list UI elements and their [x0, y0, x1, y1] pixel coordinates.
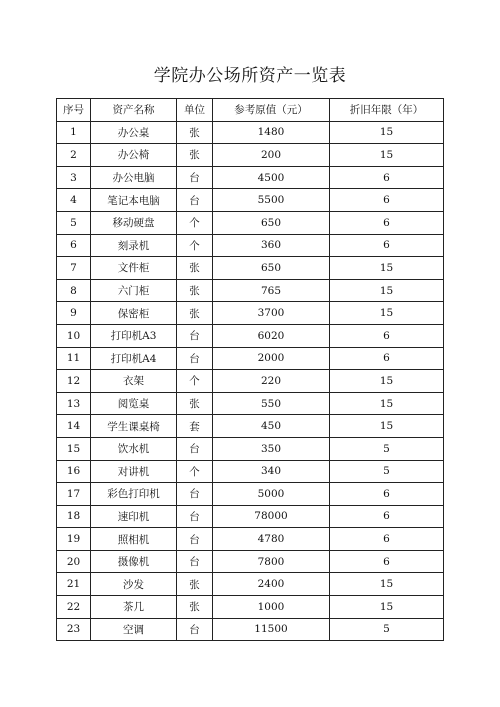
- cell-unit: 台: [177, 166, 213, 189]
- table-row: [57, 596, 444, 619]
- cell-unit: 个: [177, 234, 213, 257]
- cell-depreciation-years: 6: [330, 483, 444, 506]
- cell-unit: 张: [177, 392, 213, 415]
- table-row: [57, 618, 444, 641]
- cell-asset-name: 对讲机: [91, 460, 177, 483]
- cell-asset-name: 衣架: [91, 370, 177, 393]
- cell-reference-value: 2400: [213, 573, 330, 596]
- asset-table: [56, 98, 444, 641]
- table-row: [57, 460, 444, 483]
- cell-depreciation-years: 15: [330, 302, 444, 325]
- cell-serial-no: 21: [57, 573, 91, 596]
- cell-asset-name: 笔记本电脑: [91, 189, 177, 212]
- cell-reference-value: 200: [213, 144, 330, 167]
- cell-reference-value: 360: [213, 234, 330, 257]
- cell-serial-no: 1: [57, 121, 91, 144]
- cell-serial-no: 16: [57, 460, 91, 483]
- cell-reference-value: 5000: [213, 483, 330, 506]
- cell-reference-value: 4780: [213, 528, 330, 551]
- table-row: [57, 211, 444, 234]
- cell-unit: 张: [177, 573, 213, 596]
- cell-reference-value: 11500: [213, 618, 330, 641]
- header-depreciation-years: 折旧年限（年）: [330, 99, 444, 122]
- cell-asset-name: 办公电脑: [91, 166, 177, 189]
- table-row: [57, 302, 444, 325]
- cell-asset-name: 沙发: [91, 573, 177, 596]
- cell-asset-name: 六门柜: [91, 279, 177, 302]
- cell-asset-name: 彩色打印机: [91, 483, 177, 506]
- cell-serial-no: 23: [57, 618, 91, 641]
- table-row: [57, 234, 444, 257]
- cell-reference-value: 1000: [213, 596, 330, 619]
- cell-asset-name: 茶几: [91, 596, 177, 619]
- table-row: [57, 121, 444, 144]
- cell-reference-value: 3700: [213, 302, 330, 325]
- cell-asset-name: 保密柜: [91, 302, 177, 325]
- cell-serial-no: 15: [57, 437, 91, 460]
- cell-depreciation-years: 15: [330, 596, 444, 619]
- cell-serial-no: 7: [57, 257, 91, 280]
- cell-asset-name: 移动硬盘: [91, 211, 177, 234]
- cell-unit: 台: [177, 528, 213, 551]
- table-row: [57, 483, 444, 506]
- cell-depreciation-years: 15: [330, 257, 444, 280]
- cell-depreciation-years: 15: [330, 370, 444, 393]
- cell-reference-value: 350: [213, 437, 330, 460]
- cell-serial-no: 8: [57, 279, 91, 302]
- cell-unit: 个: [177, 370, 213, 393]
- header-unit: 单位: [177, 99, 213, 122]
- cell-reference-value: 1480: [213, 121, 330, 144]
- cell-asset-name: 空调: [91, 618, 177, 641]
- cell-asset-name: 办公椅: [91, 144, 177, 167]
- cell-reference-value: 5500: [213, 189, 330, 212]
- cell-serial-no: 6: [57, 234, 91, 257]
- cell-unit: 台: [177, 347, 213, 370]
- header-reference-value: 参考原值（元）: [213, 99, 330, 122]
- cell-serial-no: 17: [57, 483, 91, 506]
- table-row: [57, 528, 444, 551]
- cell-depreciation-years: 6: [330, 528, 444, 551]
- table-row: [57, 437, 444, 460]
- table-body: [57, 121, 444, 641]
- cell-serial-no: 12: [57, 370, 91, 393]
- cell-serial-no: 18: [57, 505, 91, 528]
- cell-unit: 台: [177, 324, 213, 347]
- cell-serial-no: 4: [57, 189, 91, 212]
- cell-depreciation-years: 15: [330, 121, 444, 144]
- cell-reference-value: 6020: [213, 324, 330, 347]
- page-title: 学院办公场所资产一览表: [153, 66, 347, 86]
- cell-depreciation-years: 6: [330, 234, 444, 257]
- cell-serial-no: 11: [57, 347, 91, 370]
- cell-depreciation-years: 6: [330, 324, 444, 347]
- cell-depreciation-years: 6: [330, 347, 444, 370]
- table-row: [57, 279, 444, 302]
- cell-unit: 张: [177, 121, 213, 144]
- cell-asset-name: 刻录机: [91, 234, 177, 257]
- cell-serial-no: 10: [57, 324, 91, 347]
- cell-serial-no: 13: [57, 392, 91, 415]
- cell-serial-no: 5: [57, 211, 91, 234]
- cell-unit: 个: [177, 211, 213, 234]
- cell-depreciation-years: 6: [330, 189, 444, 212]
- cell-depreciation-years: 5: [330, 460, 444, 483]
- header-serial-no: 序号: [57, 99, 91, 122]
- cell-reference-value: 650: [213, 257, 330, 280]
- cell-asset-name: 文件柜: [91, 257, 177, 280]
- table-row: [57, 550, 444, 573]
- cell-asset-name: 阅览桌: [91, 392, 177, 415]
- cell-unit: 套: [177, 415, 213, 438]
- cell-unit: 台: [177, 618, 213, 641]
- table-row: [57, 144, 444, 167]
- cell-asset-name: 学生课桌椅: [91, 415, 177, 438]
- cell-asset-name: 速印机: [91, 505, 177, 528]
- cell-serial-no: 2: [57, 144, 91, 167]
- cell-serial-no: 20: [57, 550, 91, 573]
- table-row: [57, 166, 444, 189]
- cell-depreciation-years: 15: [330, 392, 444, 415]
- cell-serial-no: 22: [57, 596, 91, 619]
- cell-reference-value: 7800: [213, 550, 330, 573]
- cell-reference-value: 450: [213, 415, 330, 438]
- header-asset-name: 资产名称: [91, 99, 177, 122]
- cell-reference-value: 4500: [213, 166, 330, 189]
- cell-unit: 台: [177, 550, 213, 573]
- cell-reference-value: 78000: [213, 505, 330, 528]
- cell-depreciation-years: 5: [330, 618, 444, 641]
- cell-unit: 张: [177, 302, 213, 325]
- cell-unit: 张: [177, 257, 213, 280]
- cell-unit: 台: [177, 189, 213, 212]
- table-row: [57, 257, 444, 280]
- cell-unit: 个: [177, 460, 213, 483]
- cell-reference-value: 2000: [213, 347, 330, 370]
- cell-depreciation-years: 6: [330, 211, 444, 234]
- table-row: [57, 370, 444, 393]
- cell-depreciation-years: 6: [330, 166, 444, 189]
- cell-serial-no: 9: [57, 302, 91, 325]
- cell-asset-name: 饮水机: [91, 437, 177, 460]
- table-row: [57, 415, 444, 438]
- cell-depreciation-years: 15: [330, 573, 444, 596]
- cell-reference-value: 340: [213, 460, 330, 483]
- cell-asset-name: 照相机: [91, 528, 177, 551]
- cell-asset-name: 打印机A4: [91, 347, 177, 370]
- cell-unit: 张: [177, 596, 213, 619]
- cell-reference-value: 650: [213, 211, 330, 234]
- cell-depreciation-years: 15: [330, 279, 444, 302]
- cell-serial-no: 14: [57, 415, 91, 438]
- cell-depreciation-years: 6: [330, 505, 444, 528]
- cell-reference-value: 765: [213, 279, 330, 302]
- table-row: [57, 189, 444, 212]
- cell-reference-value: 550: [213, 392, 330, 415]
- cell-depreciation-years: 15: [330, 144, 444, 167]
- cell-unit: 台: [177, 483, 213, 506]
- cell-unit: 张: [177, 144, 213, 167]
- table-row: [57, 505, 444, 528]
- table-row: [57, 347, 444, 370]
- cell-unit: 台: [177, 437, 213, 460]
- table-row: [57, 392, 444, 415]
- table-header-row: [57, 99, 444, 122]
- table-row: [57, 573, 444, 596]
- cell-depreciation-years: 5: [330, 437, 444, 460]
- cell-depreciation-years: 6: [330, 550, 444, 573]
- cell-serial-no: 19: [57, 528, 91, 551]
- cell-unit: 台: [177, 505, 213, 528]
- cell-asset-name: 办公桌: [91, 121, 177, 144]
- table-row: [57, 324, 444, 347]
- cell-depreciation-years: 15: [330, 415, 444, 438]
- cell-asset-name: 打印机A3: [91, 324, 177, 347]
- cell-asset-name: 摄像机: [91, 550, 177, 573]
- cell-unit: 张: [177, 279, 213, 302]
- cell-reference-value: 220: [213, 370, 330, 393]
- cell-serial-no: 3: [57, 166, 91, 189]
